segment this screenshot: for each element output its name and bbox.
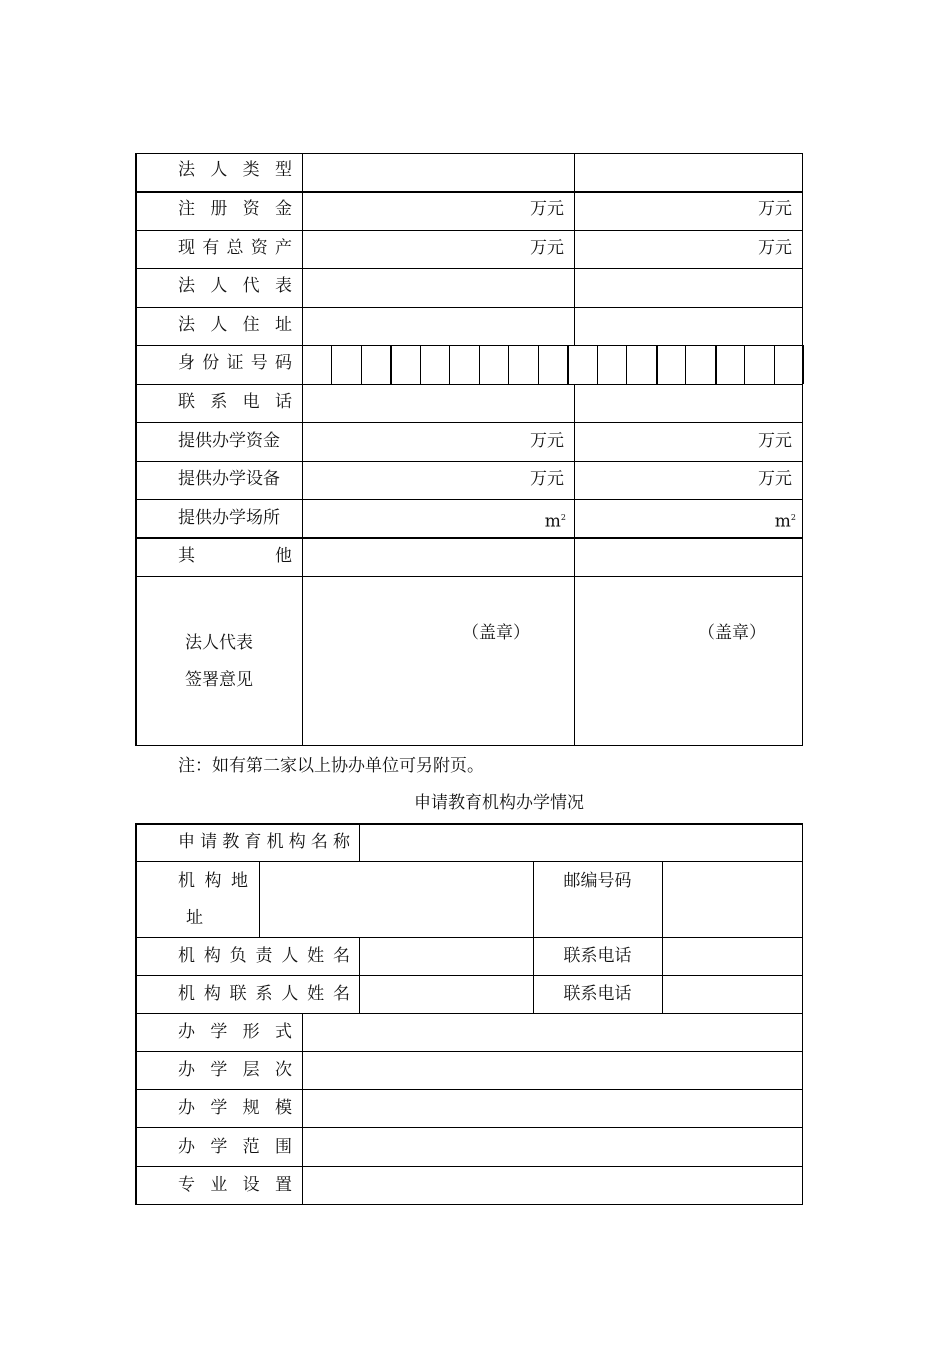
note-text: 注：如有第二家以上协办单位可另附页。 [178, 756, 484, 776]
label-institution-name: 申 请 教 育 机 构 名 称 [178, 832, 350, 852]
unit-premises-col1: $m^2$ [544, 511, 566, 532]
label-other: 其 他 [178, 546, 292, 566]
label-school-equipment: 提供办学设备 [178, 469, 280, 489]
label-registered-capital: 注 册 资 金 [178, 199, 292, 219]
label-sign-line2: 签署意见 [185, 670, 253, 690]
label-legal-type: 法 人 类 型 [178, 160, 292, 180]
section-title: 申请教育机构办学情况 [414, 793, 584, 813]
label-school-funds: 提供办学资金 [178, 431, 280, 451]
label-phone: 联 系 电 话 [178, 392, 292, 412]
seal-col1: （盖章） [462, 623, 530, 643]
unit-capital-col1: 万元 [530, 199, 564, 219]
label-school-level: 办 学 层 次 [178, 1060, 292, 1080]
label-school-form: 办 学 形 式 [178, 1022, 292, 1042]
label-address-line1: 机 构 地 [178, 871, 248, 891]
unit-equipment-col1: 万元 [530, 469, 564, 489]
label-postcode: 邮编号码 [563, 871, 632, 891]
label-school-scope: 办 学 范 围 [178, 1137, 292, 1157]
seal-col2: （盖章） [698, 623, 766, 643]
label-id-number: 身 份 证 号 码 [178, 353, 292, 373]
label-majors: 专 业 设 置 [178, 1175, 292, 1195]
unit-funds-col2: 万元 [758, 431, 792, 451]
label-head-name: 机 构 负 责 人 姓 名 [178, 946, 350, 966]
label-legal-representative: 法 人 代 表 [178, 276, 292, 296]
label-contact-phone: 联系电话 [563, 984, 632, 1004]
label-address-line2: 址 [186, 908, 203, 928]
label-school-scale: 办 学 规 模 [178, 1098, 292, 1118]
unit-premises-col2: $m^2$ [774, 511, 796, 532]
label-total-assets: 现 有 总 资 产 [178, 238, 292, 258]
unit-funds-col1: 万元 [530, 431, 564, 451]
label-sign-line1: 法人代表 [185, 633, 253, 653]
unit-assets-col2: 万元 [758, 238, 792, 258]
label-contact-name: 机 构 联 系 人 姓 名 [178, 984, 350, 1004]
unit-capital-col2: 万元 [758, 199, 792, 219]
label-school-premises: 提供办学场所 [178, 508, 280, 528]
label-head-phone: 联系电话 [563, 946, 632, 966]
label-legal-address: 法 人 住 址 [178, 315, 292, 335]
unit-assets-col1: 万元 [530, 238, 564, 258]
unit-equipment-col2: 万元 [758, 469, 792, 489]
